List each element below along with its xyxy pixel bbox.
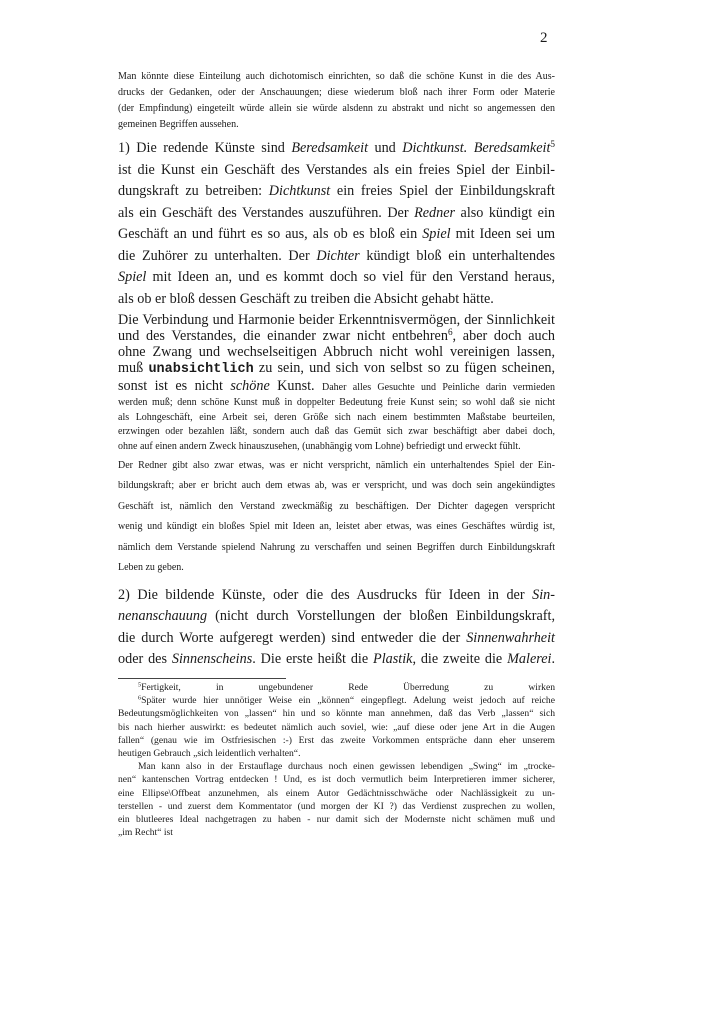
- text-line: [118, 69, 555, 85]
- text-segment: Geschäft ist, nämlich den Verstand zweckmäßig zu beschäftigen. Der Dichter dagegen verspricht: [118, 500, 555, 512]
- text-line: [118, 411, 555, 426]
- italic-text: Beredsamkeit: [291, 140, 369, 156]
- text-segment: Leben zu geben.: [118, 562, 184, 574]
- text-line: [118, 773, 555, 786]
- text-line: [118, 378, 555, 396]
- text-segment: ein blutleeres Ideal nachgetragen zu haben - nur damit sich der Modernste nicht schämen muß und: [118, 814, 555, 826]
- text-line: [118, 681, 555, 694]
- text-segment: sonst ist es nicht: [118, 378, 231, 394]
- text-segment: erzwingen oder bezahlen läßt, sondern auch daß das Gemüt sich zwar beschäftigt aber dabei doch,: [118, 426, 555, 437]
- paragraph-redende-kuenste: [118, 138, 555, 310]
- text-line: [118, 628, 555, 649]
- text-line: [118, 476, 555, 496]
- text-line: [118, 721, 555, 734]
- text-line: [118, 203, 555, 225]
- small-text: Daher alles Gesuchte und Peinliche darin vermieden: [321, 382, 555, 393]
- text-segment: Man kann also in der Erstauflage durchaus noch einen gewissen lebendigen „Swing“ im „trocke-: [138, 761, 555, 773]
- text-segment: „im Recht“ ist: [118, 827, 173, 839]
- text-segment: . Die erste heißt die: [252, 650, 374, 667]
- text-line: [118, 160, 555, 182]
- text-segment: terstellen - und zuerst dem Kommentator (und morgen der KI ?) das Verdienst zusprechen zu wollen,: [118, 800, 555, 812]
- text-segment: kündigt bloß ein unterhaltendes: [359, 247, 555, 264]
- text-line: [118, 344, 555, 360]
- text-line: [118, 181, 555, 203]
- text-line: [118, 606, 555, 627]
- text-line: [118, 649, 555, 670]
- text-segment: Man könnte diese Einteilung auch dichotomisch einrichten, so daß die schöne Kunst in die des Aus-: [118, 71, 555, 82]
- text-line: [118, 813, 555, 826]
- text-line: [118, 440, 555, 455]
- text-segment: Fertigkeit, in ungebundener Rede Überredung zu wirken: [141, 682, 555, 693]
- text-segment: muß: [118, 360, 149, 376]
- text-line: [118, 707, 555, 720]
- italic-text: Dichtkunst.: [402, 140, 468, 156]
- text-segment: als ein Geschäft des Verstandes auszuführen. Der: [118, 204, 415, 221]
- italic-text: Dichtkunst: [268, 183, 331, 199]
- text-segment: , die zweite die: [412, 650, 508, 667]
- text-segment: oder des: [118, 650, 172, 667]
- text-segment: ohne Zwang und wechselseitigen Abbruch nicht wohl vereinigen lassen,: [118, 344, 555, 360]
- text-segment: die Zuhörer zu unterhalten. Der: [118, 247, 317, 264]
- text-segment: und des Verstandes, die einander zwar nicht entbehren: [118, 328, 448, 344]
- text-line: [118, 246, 555, 268]
- text-line: [118, 289, 555, 311]
- text-segment: als Lohngeschäft, eine Arbeit sei, deren Größe sich nach einem bestimmten Maßstabe beurteilen,: [118, 411, 555, 423]
- text-segment: dungskraft zu betreiben:: [118, 183, 269, 199]
- text-line: [118, 760, 555, 773]
- italic-text: Spiel: [118, 269, 147, 285]
- text-line: [118, 85, 555, 101]
- text-line: [118, 800, 555, 813]
- text-line: [118, 456, 555, 476]
- text-segment: (nicht durch Vorstellungen der bloßen Einbildungskraft,: [207, 608, 555, 625]
- text-segment: Der Redner gibt also zwar etwas, was er nicht verspricht, nämlich ein unterhaltendes Spiel der Ein-: [118, 460, 555, 471]
- text-segment: gemeinen Begriffen aussehen.: [118, 119, 239, 130]
- footnote-marker: 5: [138, 681, 142, 689]
- italic-text: Plastik: [373, 650, 413, 667]
- text-line: [118, 734, 555, 747]
- text-segment: mit Ideen an, und es kommt doch so viel für den Verstand heraus,: [146, 269, 555, 285]
- text-segment: also kündigt ein: [455, 204, 555, 221]
- text-line: [118, 497, 555, 517]
- italic-text: Sinnenwahrheit: [466, 629, 555, 646]
- text-segment: die durch Worte aufgeregt werden) sind entweder die der: [118, 629, 467, 646]
- text-line: [118, 425, 555, 440]
- text-segment: ist die Kunst ein Geschäft des Verstandes als ein freies Spiel der Einbil-: [118, 161, 555, 178]
- text-segment: Später wurde hier unnötiger Weise ein „können“ eingepflegt. Adelung weist jedoch auf reiche: [141, 695, 555, 707]
- text-line: [118, 328, 555, 344]
- italic-text: nenanschauung: [118, 608, 208, 625]
- italic-text: Sinnenscheins: [171, 650, 253, 667]
- paragraph-verbindung: [118, 312, 555, 454]
- page-number: 2: [540, 30, 548, 46]
- text-segment: Geschäft an und führt es so aus, als ob es bloß ein: [118, 226, 423, 242]
- text-segment: drucks der Gedanken, oder der Anschauungen; diese wiederum bloß nach ihrer Form oder Materie: [118, 87, 555, 98]
- text-segment: bis nach hierher auswirkt: es bedeutet nämlich auch soviel, wie: „auf diese oder jene Art in die Augen: [118, 721, 555, 733]
- text-segment: eine Ellipse\Offbeat anzunehmen, als einem Autor Gedächtnisschwäche oder Nachlässigkeit zu un-: [118, 787, 555, 799]
- italic-text: Dichter: [316, 247, 360, 264]
- text-segment: ein freies Spiel der Einbildungskraft: [330, 183, 555, 199]
- italic-text: Sin-: [532, 587, 555, 603]
- footnote-marker: 5: [550, 138, 556, 149]
- footnote-marker: 6: [138, 694, 142, 702]
- footnote-marker: 6: [447, 326, 453, 337]
- text-segment: .: [551, 650, 556, 667]
- italic-text: schöne: [230, 378, 270, 394]
- footnotes: [118, 681, 555, 839]
- paragraph-intro: [118, 69, 555, 133]
- text-segment: Bedeutungsmöglichkeiten von „lassen“ hin und so könnte man annehmen, daß das Verb „lassen“ sich: [118, 708, 555, 720]
- text-segment: (der Empfindung) eingeteilt würde allein sie würde alsdenn zu abstrakt und nicht so angemessen den: [118, 103, 555, 114]
- text-line: [118, 517, 555, 537]
- text-line: [118, 826, 555, 839]
- italic-text: Beredsamkeit: [473, 140, 551, 156]
- text-segment: , aber doch auch: [452, 328, 555, 344]
- text-segment: mit Ideen sei um: [450, 226, 555, 242]
- text-segment: werden muß; denn schöne Kunst muß in doppelter Bedeutung freie Kunst sein; so wohl daß sie nicht: [118, 397, 555, 408]
- text-segment: heutigen Gebrauch „sich leidentlich verhalten“.: [118, 748, 301, 760]
- text-segment: fallen“ (genau wie im Ostfriesischen :-) Erst das zweite Vorkommen entspräche dann eher unserem: [118, 734, 555, 746]
- text-line: [118, 396, 555, 411]
- text-line: [118, 101, 555, 117]
- text-segment: wenig und kündigt ein bloßes Spiel mit Ideen an, leistet aber etwas, was eines Geschäftes würdig ist,: [118, 521, 555, 533]
- text-segment: zu sein, und sich von selbst so zu fügen scheinen,: [253, 360, 556, 376]
- text-segment: und: [368, 140, 403, 156]
- text-line: [118, 117, 555, 133]
- text-line: [118, 747, 555, 760]
- text-segment: Die Verbindung und Harmonie beider Erkenntnisvermögen, der Sinnlichkeit: [118, 312, 555, 328]
- text-segment: nämlich dem Verstande spielend Nahrung zu verschaffen und seinen Begriffen durch Einbildungskraft: [118, 541, 555, 553]
- italic-text: Redner: [414, 204, 456, 221]
- text-line: [118, 312, 555, 328]
- text-segment: 2) Die bildende Künste, oder die des Ausdrucks für Ideen in der: [118, 587, 533, 603]
- text-line: [118, 138, 555, 160]
- text-segment: ohne auf einen andern Zweck hinauszusehen, (unabhängig vom Lohne) befriedigt und erweckt fühlt.: [118, 440, 521, 452]
- monospace-text: unabsichtlich: [148, 362, 254, 377]
- text-segment: Kunst.: [269, 378, 322, 394]
- footnote-rule: [118, 678, 286, 679]
- text-segment: als ob er bloß dessen Geschäft zu treiben die Absicht gehabt hätte.: [118, 290, 494, 307]
- paragraph-bildende-kuenste: [118, 585, 555, 670]
- text-segment: nen“ kantenschen Vortrag entdecken ! Und, es ist doch vermutlich beim Interpretieren immer sicherer,: [118, 774, 555, 786]
- text-segment: 1) Die redende Künste sind: [118, 140, 292, 156]
- italic-text: Malerei: [507, 650, 552, 667]
- text-line: [118, 360, 555, 378]
- text-segment: bildungskraft; aber er bricht auch dem etwas ab, was er verspricht, und was doch sein angekündigtes: [118, 480, 555, 492]
- italic-text: Spiel: [422, 226, 451, 242]
- paragraph-redner: [118, 456, 555, 578]
- text-line: [118, 267, 555, 289]
- text-line: [118, 694, 555, 707]
- text-line: [118, 787, 555, 800]
- text-line: [118, 585, 555, 606]
- text-line: [118, 224, 555, 246]
- text-line: [118, 538, 555, 558]
- text-line: [118, 558, 555, 578]
